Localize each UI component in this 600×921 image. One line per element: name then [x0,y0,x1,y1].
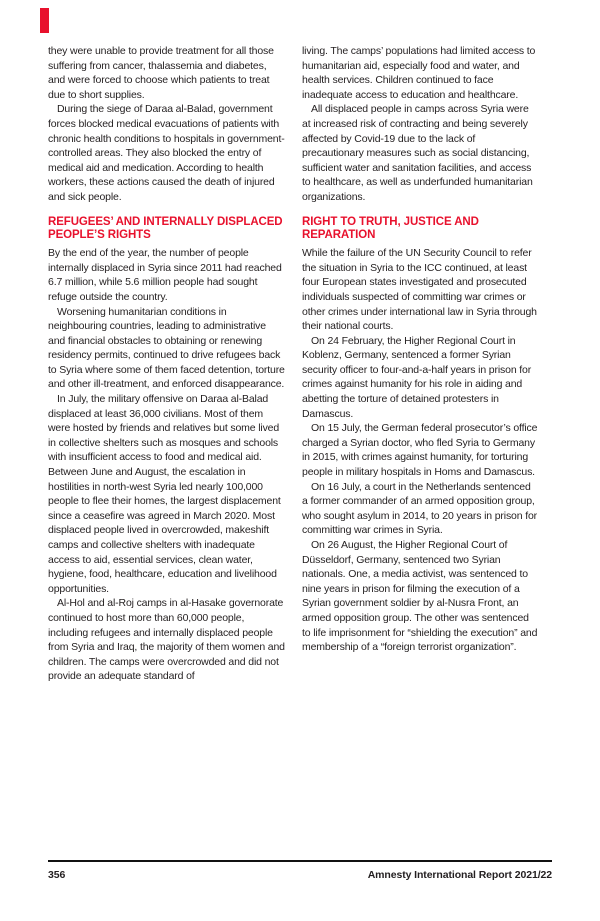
page-footer [48,869,552,881]
paragraph: By the end of the year, the number of people internally displaced in Syria since 2011 had reached 6.7 million, while 5.6 million people had sought refuge outside the country. [48,247,282,303]
right-column [302,44,539,655]
footer-rule [48,860,552,862]
section-heading: REFUGEES’ AND INTERNALLY DISPLACED PEOPLE’S RIGHTS [48,215,283,242]
red-corner-mark [40,8,49,33]
section-heading: RIGHT TO TRUTH, JUSTICE AND REPARATION [302,215,479,242]
paragraph: On 15 July, the German federal prosecutor’s office charged a Syrian doctor, who fled Syria to Germany in 2015, with crimes against humanity, for torturing people in military hospitals in Homs and Damascus. [302,422,538,479]
paragraph: On 16 July, a court in the Netherlands sentenced a former commander of an armed opposition group, who sought asylum in 2014, to 20 years in prison for committing war crimes in Syria. [302,480,538,537]
paragraph: Al-Hol and al-Roj camps in al-Hasake governorate continued to host more than 60,000 people, including refugees and internally displaced people from Syria and Iraq, the majority of them women and children. The camps were overcrowded and did not provide an adequate standard of [48,597,285,683]
paragraph: On 26 August, the Higher Regional Court of Düsseldorf, Germany, sentenced two Syrian nationals. One, a media activist, was sentenced to nine years in prison for filming the execution of a Syrian government soldier by al-Nusra Front, an armed opposition group. The other was sentenced to life imprisonment for “shielding the execution” and membership of a “foreign terrorist organization”. [302,539,538,654]
left-column [48,44,285,684]
two-column-text [48,44,540,684]
paragraph: On 24 February, the Higher Regional Court in Koblenz, Germany, sentenced a former Syrian security officer to four-and-a-half years in prison for crimes against humanity for his role in aiding and abetting the torture of detained protesters in Damascus. [302,334,532,420]
paragraph: During the siege of Daraa al-Balad, government forces blocked medical evacuations of patients with chronic health conditions to hospitals in government-controlled areas. They also blocked the entry of medical aid and medication. According to health workers, these actions caused the death of injured and sick people. [48,103,285,203]
paragraph: While the failure of the UN Security Council to refer the situation in Syria to the ICC continued, at least four European states investigated and prosecuted individuals suspected of committing war crimes or other crimes under international law in Syria through their national courts. [302,247,537,333]
page-number: 356 [48,869,66,881]
paragraph: living. The camps’ populations had limited access to humanitarian aid, especially food and water, and health services. Children continued to face inadequate access to education and healthcare. [302,45,536,101]
report-title: Amnesty International Report 2021/22 [367,869,552,881]
paragraph: All displaced people in camps across Syria were at increased risk of contracting and being severely affected by Covid-19 due to the lack of precautionary measures such as social distancing, sufficient water and sanitation facilities, and access to healthcare, as well as underfunded humanitarian organizations. [302,103,533,203]
paragraph: In July, the military offensive on Daraa al-Balad displaced at least 36,000 civilians. Most of them were hosted by friends and relatives but some lived in collective shelters such as mosques and schools with insufficient access to food and medical aid. Between June and August, the escalation in hostilities in north-west Syria led nearly 100,000 people to flee their homes, the largest displacement since a ceasefire was agreed in March 2020. Most displaced people lived in overcrowded, makeshift camps and collective shelters with inadequate access to aid, essential services, clean water, hygiene, food, healthcare, education and livelihood opportunities. [48,393,281,595]
paragraph: they were unable to provide treatment for all those suffering from cancer, thalassemia and diabetes, and were forced to choose which patients to treat due to short supplies. [48,45,274,101]
paragraph: Worsening humanitarian conditions in neighbouring countries, leading to administrative and financial obstacles to obtaining or renewing residency permits, continued to drive refugees back to Syria where some of them faced detention, torture and other ill-treatment, and enforced disappearance. [48,305,285,391]
